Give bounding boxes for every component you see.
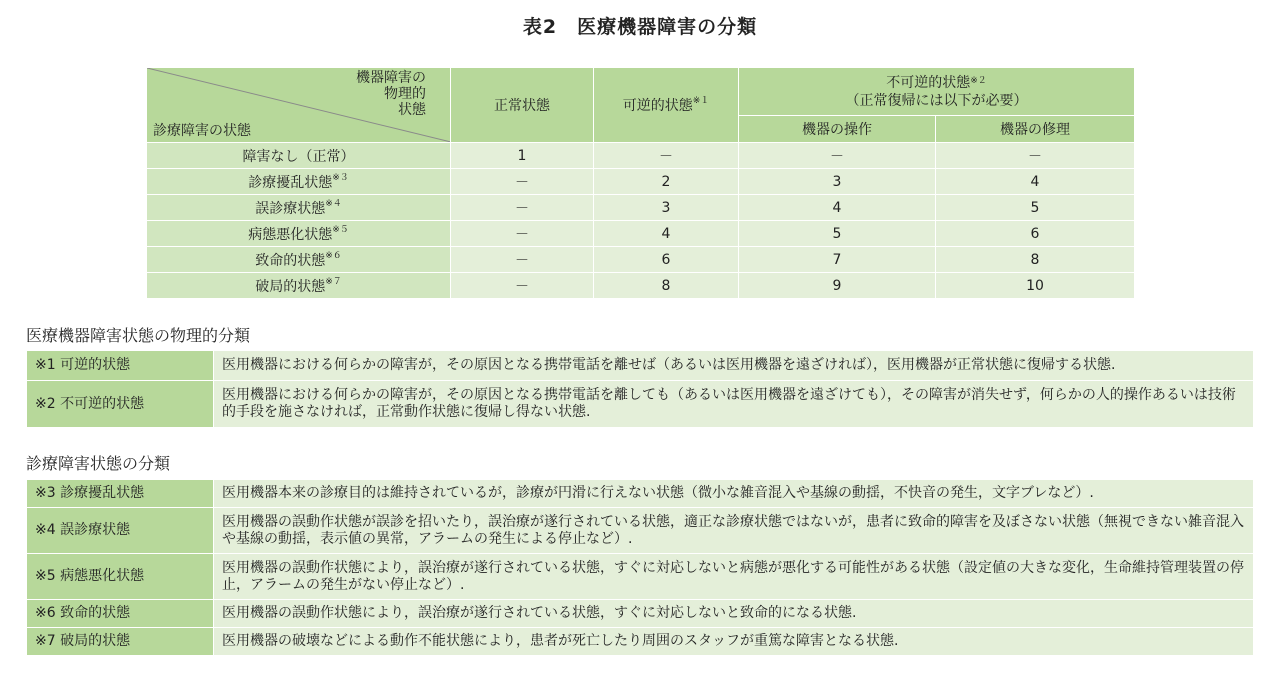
table-row <box>147 169 1135 195</box>
note-row <box>27 600 1254 628</box>
row-label: 誤診療状態$^{※4}$ <box>147 195 451 221</box>
note-text: 医用機器における何らかの障害が，その原因となる携帯電話を離しても（あるいは医用機器を遠ざけても），その障害が消失せず，何らかの人的操作あるいは技術的手段を施さなければ，正常動作状態に復帰し得ない状態. <box>214 381 1254 428</box>
col-repair: 機器の修理 <box>936 116 1135 143</box>
row-label: 診療擾乱状態$^{※3}$ <box>147 169 451 195</box>
note-text: 医用機器における何らかの障害が，その原因となる携帯電話を離せば（あるいは医用機器を遠ざければ），医用機器が正常状態に復帰する状態. <box>214 351 1254 381</box>
note-text: 医用機器の誤動作状態が誤診を招いたり，誤治療が遂行されている状態，適正な診療状態ではないが，患者に致命的障害を及ぼさない状態（無視できない雑音混入や基線の動揺，表示値の異常，アラームの発生による停止など）. <box>214 508 1254 554</box>
cell-operation: 7 <box>739 247 936 273</box>
cell-repair: 5 <box>936 195 1135 221</box>
note-label: ※5 病態悪化状態 <box>27 554 214 600</box>
cell-operation: － <box>739 143 936 169</box>
cell-normal: 1 <box>451 143 594 169</box>
col-operation: 機器の操作 <box>739 116 936 143</box>
cell-repair: 4 <box>936 169 1135 195</box>
physical-notes-table <box>26 350 1254 428</box>
cell-repair: 10 <box>936 273 1135 299</box>
cell-normal: － <box>451 169 594 195</box>
table-row <box>147 273 1135 299</box>
cell-operation: 4 <box>739 195 936 221</box>
cell-reversible: － <box>594 143 739 169</box>
row-label: 障害なし（正常） <box>147 143 451 169</box>
cell-reversible: 4 <box>594 221 739 247</box>
cell-normal: － <box>451 195 594 221</box>
row-label: 病態悪化状態$^{※5}$ <box>147 221 451 247</box>
cell-operation: 5 <box>739 221 936 247</box>
cell-reversible: 6 <box>594 247 739 273</box>
note-row <box>27 381 1254 428</box>
physical-section-heading: 医療機器障害状態の物理的分類 <box>26 326 251 345</box>
note-label: ※1 可逆的状態 <box>27 351 214 381</box>
note-label: ※3 診療擾乱状態 <box>27 480 214 508</box>
note-label: ※6 致命的状態 <box>27 600 214 628</box>
classification-table <box>146 67 1135 299</box>
cell-reversible: 3 <box>594 195 739 221</box>
row-label: 破局的状態$^{※7}$ <box>147 273 451 299</box>
cell-reversible: 2 <box>594 169 739 195</box>
note-label: ※7 破局的状態 <box>27 628 214 656</box>
table-row <box>147 221 1135 247</box>
cell-reversible: 8 <box>594 273 739 299</box>
corner-header <box>147 68 451 143</box>
cell-repair: 6 <box>936 221 1135 247</box>
diagnosis-section-heading: 診療障害状態の分類 <box>26 454 171 473</box>
note-row <box>27 628 1254 656</box>
cell-operation: 9 <box>739 273 936 299</box>
cell-repair: － <box>936 143 1135 169</box>
col-reversible: 可逆的状態$^{※1}$ <box>594 68 739 143</box>
note-text: 医用機器の誤動作状態により，誤治療が遂行されている状態，すぐに対応しないと病態が悪化する可能性がある状態（設定値の大きな変化，生命維持管理装置の停止，アラームの発生がない停止など）. <box>214 554 1254 600</box>
note-row <box>27 554 1254 600</box>
note-row <box>27 508 1254 554</box>
table-title: 表2 医療機器障害の分類 <box>522 16 758 38</box>
note-text: 医用機器の誤動作状態により，誤治療が遂行されている状態，すぐに対応しないと致命的になる状態. <box>214 600 1254 628</box>
note-label: ※2 不可逆的状態 <box>27 381 214 428</box>
note-row <box>27 480 1254 508</box>
corner-diagnosis-label: 診療障害の状態 <box>153 123 251 139</box>
row-label: 致命的状態$^{※6}$ <box>147 247 451 273</box>
table-row <box>147 195 1135 221</box>
diagnosis-notes-table <box>26 479 1254 656</box>
note-text: 医用機器本来の診療目的は維持されているが，診療が円滑に行えない状態（微小な雑音混入や基線の動揺，不快音の発生，文字ブレなど）. <box>214 480 1254 508</box>
table-row <box>147 247 1135 273</box>
note-text: 医用機器の破壊などによる動作不能状態により，患者が死亡したり周囲のスタッフが重篤な障害となる状態. <box>214 628 1254 656</box>
note-label: ※4 誤診療状態 <box>27 508 214 554</box>
note-row <box>27 351 1254 381</box>
cell-operation: 3 <box>739 169 936 195</box>
cell-normal: － <box>451 221 594 247</box>
cell-repair: 8 <box>936 247 1135 273</box>
cell-normal: － <box>451 273 594 299</box>
col-normal: 正常状態 <box>451 68 594 143</box>
cell-normal: － <box>451 247 594 273</box>
corner-physical-label: 機器障害の 物理的 状態 <box>356 70 426 118</box>
table-row <box>147 143 1135 169</box>
col-irreversible: 不可逆的状態$^{※2}$ （正常復帰には以下が必要） <box>739 68 1135 116</box>
